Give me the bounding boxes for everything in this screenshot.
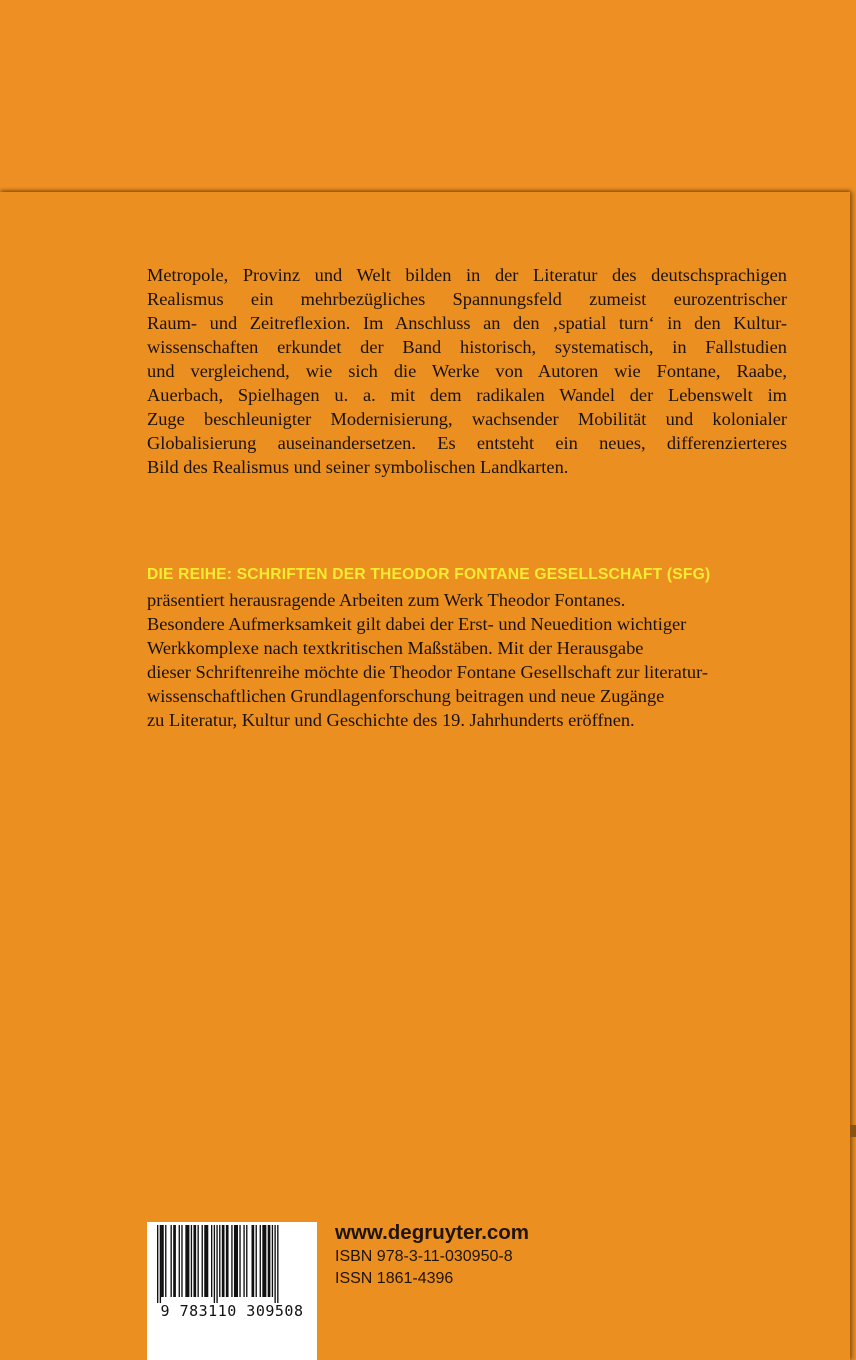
barcode-bar <box>234 1225 238 1297</box>
barcode-bar <box>272 1225 273 1297</box>
barcode-bar <box>214 1225 215 1303</box>
barcode-bar <box>243 1225 244 1297</box>
barcode-bar <box>179 1225 180 1297</box>
barcode-bar <box>161 1225 164 1297</box>
barcode-bar <box>193 1225 196 1297</box>
barcode-bars <box>155 1225 308 1303</box>
barcode-bar <box>173 1225 176 1297</box>
barcode-bar <box>222 1225 225 1297</box>
series-line: wissenschaftlichen Grundlagenforschung beitragen und neue Zugänge <box>147 686 665 706</box>
barcode-bar <box>165 1225 166 1297</box>
blurb-line: Raum- und Zeitreflexion. Im Anschluss an den ‚spatial turn‘ in den Kultur- <box>147 313 787 333</box>
blurb-line: Auerbach, Spielhagen u. a. mit dem radikalen Wandel der Lebenswelt im <box>147 385 787 405</box>
series-line: Werkkomplexe nach textkritischen Maßstäben. Mit der Herausgabe <box>147 638 644 658</box>
publisher-info <box>335 1220 529 1290</box>
barcode-digits: 9 783110 309508 <box>160 1302 304 1320</box>
series-description <box>147 565 787 732</box>
barcode-bar <box>191 1225 192 1297</box>
isbn-number: ISBN 978-3-11-030950-8 <box>335 1248 513 1265</box>
barcode-bar <box>157 1225 158 1303</box>
series-heading: DIE REIHE: SCHRIFTEN DER THEODOR FONTANE GESELLSCHAFT (SFG) <box>147 566 711 583</box>
barcode-bar <box>204 1225 208 1297</box>
series-line: dieser Schriftenreihe möchte die Theodor Fontane Gesellschaft zur literatur- <box>147 662 709 682</box>
barcode-bar <box>202 1225 203 1297</box>
barcode-bar <box>171 1225 172 1297</box>
blurb-line: wissenschaften erkundet der Band historisch, systematisch, in Fallstudien <box>147 337 787 357</box>
series-line: Besondere Aufmerksamkeit gilt dabei der Erst- und Neuedition wichtiger <box>147 614 687 634</box>
barcode-bar <box>181 1225 182 1297</box>
barcode-bar <box>274 1225 275 1303</box>
barcode-bar <box>231 1225 232 1297</box>
blurb-text <box>147 263 787 479</box>
barcode-bar <box>260 1225 261 1297</box>
publisher-url[interactable]: www.degruyter.com <box>335 1221 530 1244</box>
blurb-line: Metropole, Provinz und Welt bilden in der Literatur des deutschsprachigen <box>147 265 787 285</box>
barcode-bar <box>219 1225 220 1297</box>
barcode-bar <box>277 1225 278 1303</box>
blurb-line: Bild des Realismus und seiner symbolischen Landkarten. <box>147 457 569 477</box>
barcode-bar <box>239 1225 240 1297</box>
barcode-bar <box>268 1225 271 1297</box>
blurb-line: und vergleichend, wie sich die Werke von Autoren wie Fontane, Raabe, <box>147 361 787 381</box>
barcode-bar <box>216 1225 217 1303</box>
cover-top-band <box>0 0 856 190</box>
spine-edge-mark <box>850 1125 856 1137</box>
barcode-bar <box>185 1225 189 1297</box>
barcode-bar <box>198 1225 199 1297</box>
blurb-line: Globalisierung auseinandersetzen. Es entsteht ein neues, differenzierteres <box>147 433 787 453</box>
blurb-line: Realismus ein mehrbezügliches Spannungsfeld zumeist eurozentrischer <box>147 289 787 309</box>
barcode-bar <box>160 1225 161 1303</box>
blurb-line: Zuge beschleunigter Modernisierung, wachsender Mobilität und kolonialer <box>147 409 787 429</box>
issn-number: ISSN 1861-4396 <box>335 1270 454 1287</box>
isbn-barcode <box>147 1222 317 1360</box>
barcode-bar <box>262 1225 266 1297</box>
barcode-bar <box>246 1225 247 1297</box>
barcode-bar <box>226 1225 229 1297</box>
series-line: zu Literatur, Kultur und Geschichte des 19. Jahrhunderts eröffnen. <box>147 710 635 730</box>
barcode-bar <box>256 1225 257 1297</box>
series-line: präsentiert herausragende Arbeiten zum Werk Theodor Fontanes. <box>147 590 626 610</box>
barcode-bar <box>211 1225 212 1297</box>
barcode-bar <box>252 1225 255 1297</box>
